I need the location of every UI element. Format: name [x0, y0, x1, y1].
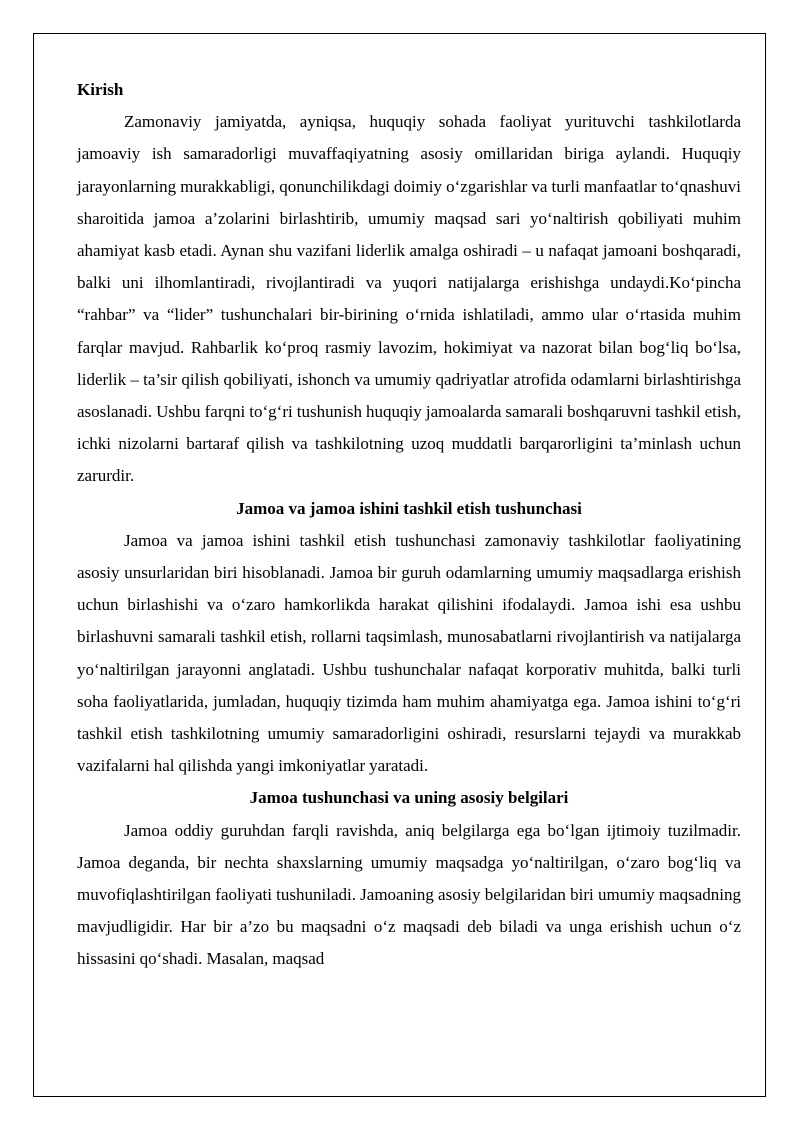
- section-heading-team-features: Jamoa tushunchasi va uning asosiy belgilari: [249, 788, 569, 808]
- intro-heading: Kirish: [77, 80, 124, 99]
- document-body: [77, 74, 741, 976]
- section-paragraph-team-features: Jamoa oddiy guruhdan farqli ravishda, aniq belgilarga ega bo‘lgan ijtimoiy tuzilmadir. Jamoa deganda, bir nechta shaxslarning umumiy maqsadga yo‘naltirilgan, o‘zaro bog‘liq va muvofiqlashtirilgan faoliyati tushuniladi. Jamoaning asosiy belgilaridan biri umumiy maqsadning mavjudligidir. Har bir a’zo bu maqsadni o‘z maqsadi deb biladi va unga erishish uchun o‘z hissasini qo‘shadi. Masalan, maqsad: [77, 820, 741, 969]
- section-paragraph-team-work: Jamoa va jamoa ishini tashkil etish tushunchasi zamonaviy tashkilotlar faoliyatining asosiy unsurlaridan biri hisoblanadi. Jamoa bir guruh odamlarning umumiy maqsadlarga erishish uchun birlashishi va o‘zaro hamkorlikda harakat qilishini ifodalaydi. Jamoa ishi esa ushbu birlashuvni samarali tashkil etish, rollarni taqsimlash, munosabatlarni rivojlantirish va natijalarga yo‘naltirilgan jarayonni anglatadi. Ushbu tushunchalar nafaqat korporativ muhitda, balki turli soha faoliyatlarida, jumladan, huquqiy tizimda ham muhim ahamiyatga ega. Jamoa ishini to‘g‘ri tashkil etish tashkilotning umumiy samaradorligini oshiradi, resurslarni tejaydi va murakkab vazifalarni hal qilishda yangi imkoniyatlar yaratadi.: [77, 530, 741, 776]
- section-heading-team-work: Jamoa va jamoa ishini tashkil etish tushunchasi: [236, 498, 582, 518]
- intro-paragraph: Zamonaviy jamiyatda, ayniqsa, huquqiy sohada faoliyat yurituvchi tashkilotlarda jamoaviy ish samaradorligi muvaffaqiyatning asosiy omillaridan biriga aylandi. Huquqiy jarayonlarning murakkabligi, qonunchilikdagi doimiy o‘zgarishlar va turli manfaatlar to‘qnashuvi sharoitida jamoa a’zolarini birlashtirib, umumiy maqsad sari yo‘naltirish qobiliyati muhim ahamiyat kasb etadi. Aynan shu vazifani liderlik amalga oshiradi – u nafaqat jamoani boshqaradi, balki uni ilhomlantiradi, rivojlantiradi va yuqori natijalarga erishishga undaydi.Ko‘pincha “rahbar” va “lider” tushunchalari bir-birining o‘rnida ishlatiladi, ammo ular o‘rtasida muhim farqlar mavjud. Rahbarlik ko‘proq rasmiy lavozim, hokimiyat va nazorat bilan bog‘liq bo‘lsa, liderlik – ta’sir qilish qobiliyati, ishonch va umumiy qadriyatlar atrofida odamlarni birlashtirishga asoslanadi. Ushbu farqni to‘g‘ri tushunish huquqiy jamoalarda samarali boshqaruvni tashkil etish, ichki nizolarni bartaraf qilish va tashkilotning uzoq muddatli barqarorligini ta’minlash uchun zarurdir.: [77, 112, 741, 486]
